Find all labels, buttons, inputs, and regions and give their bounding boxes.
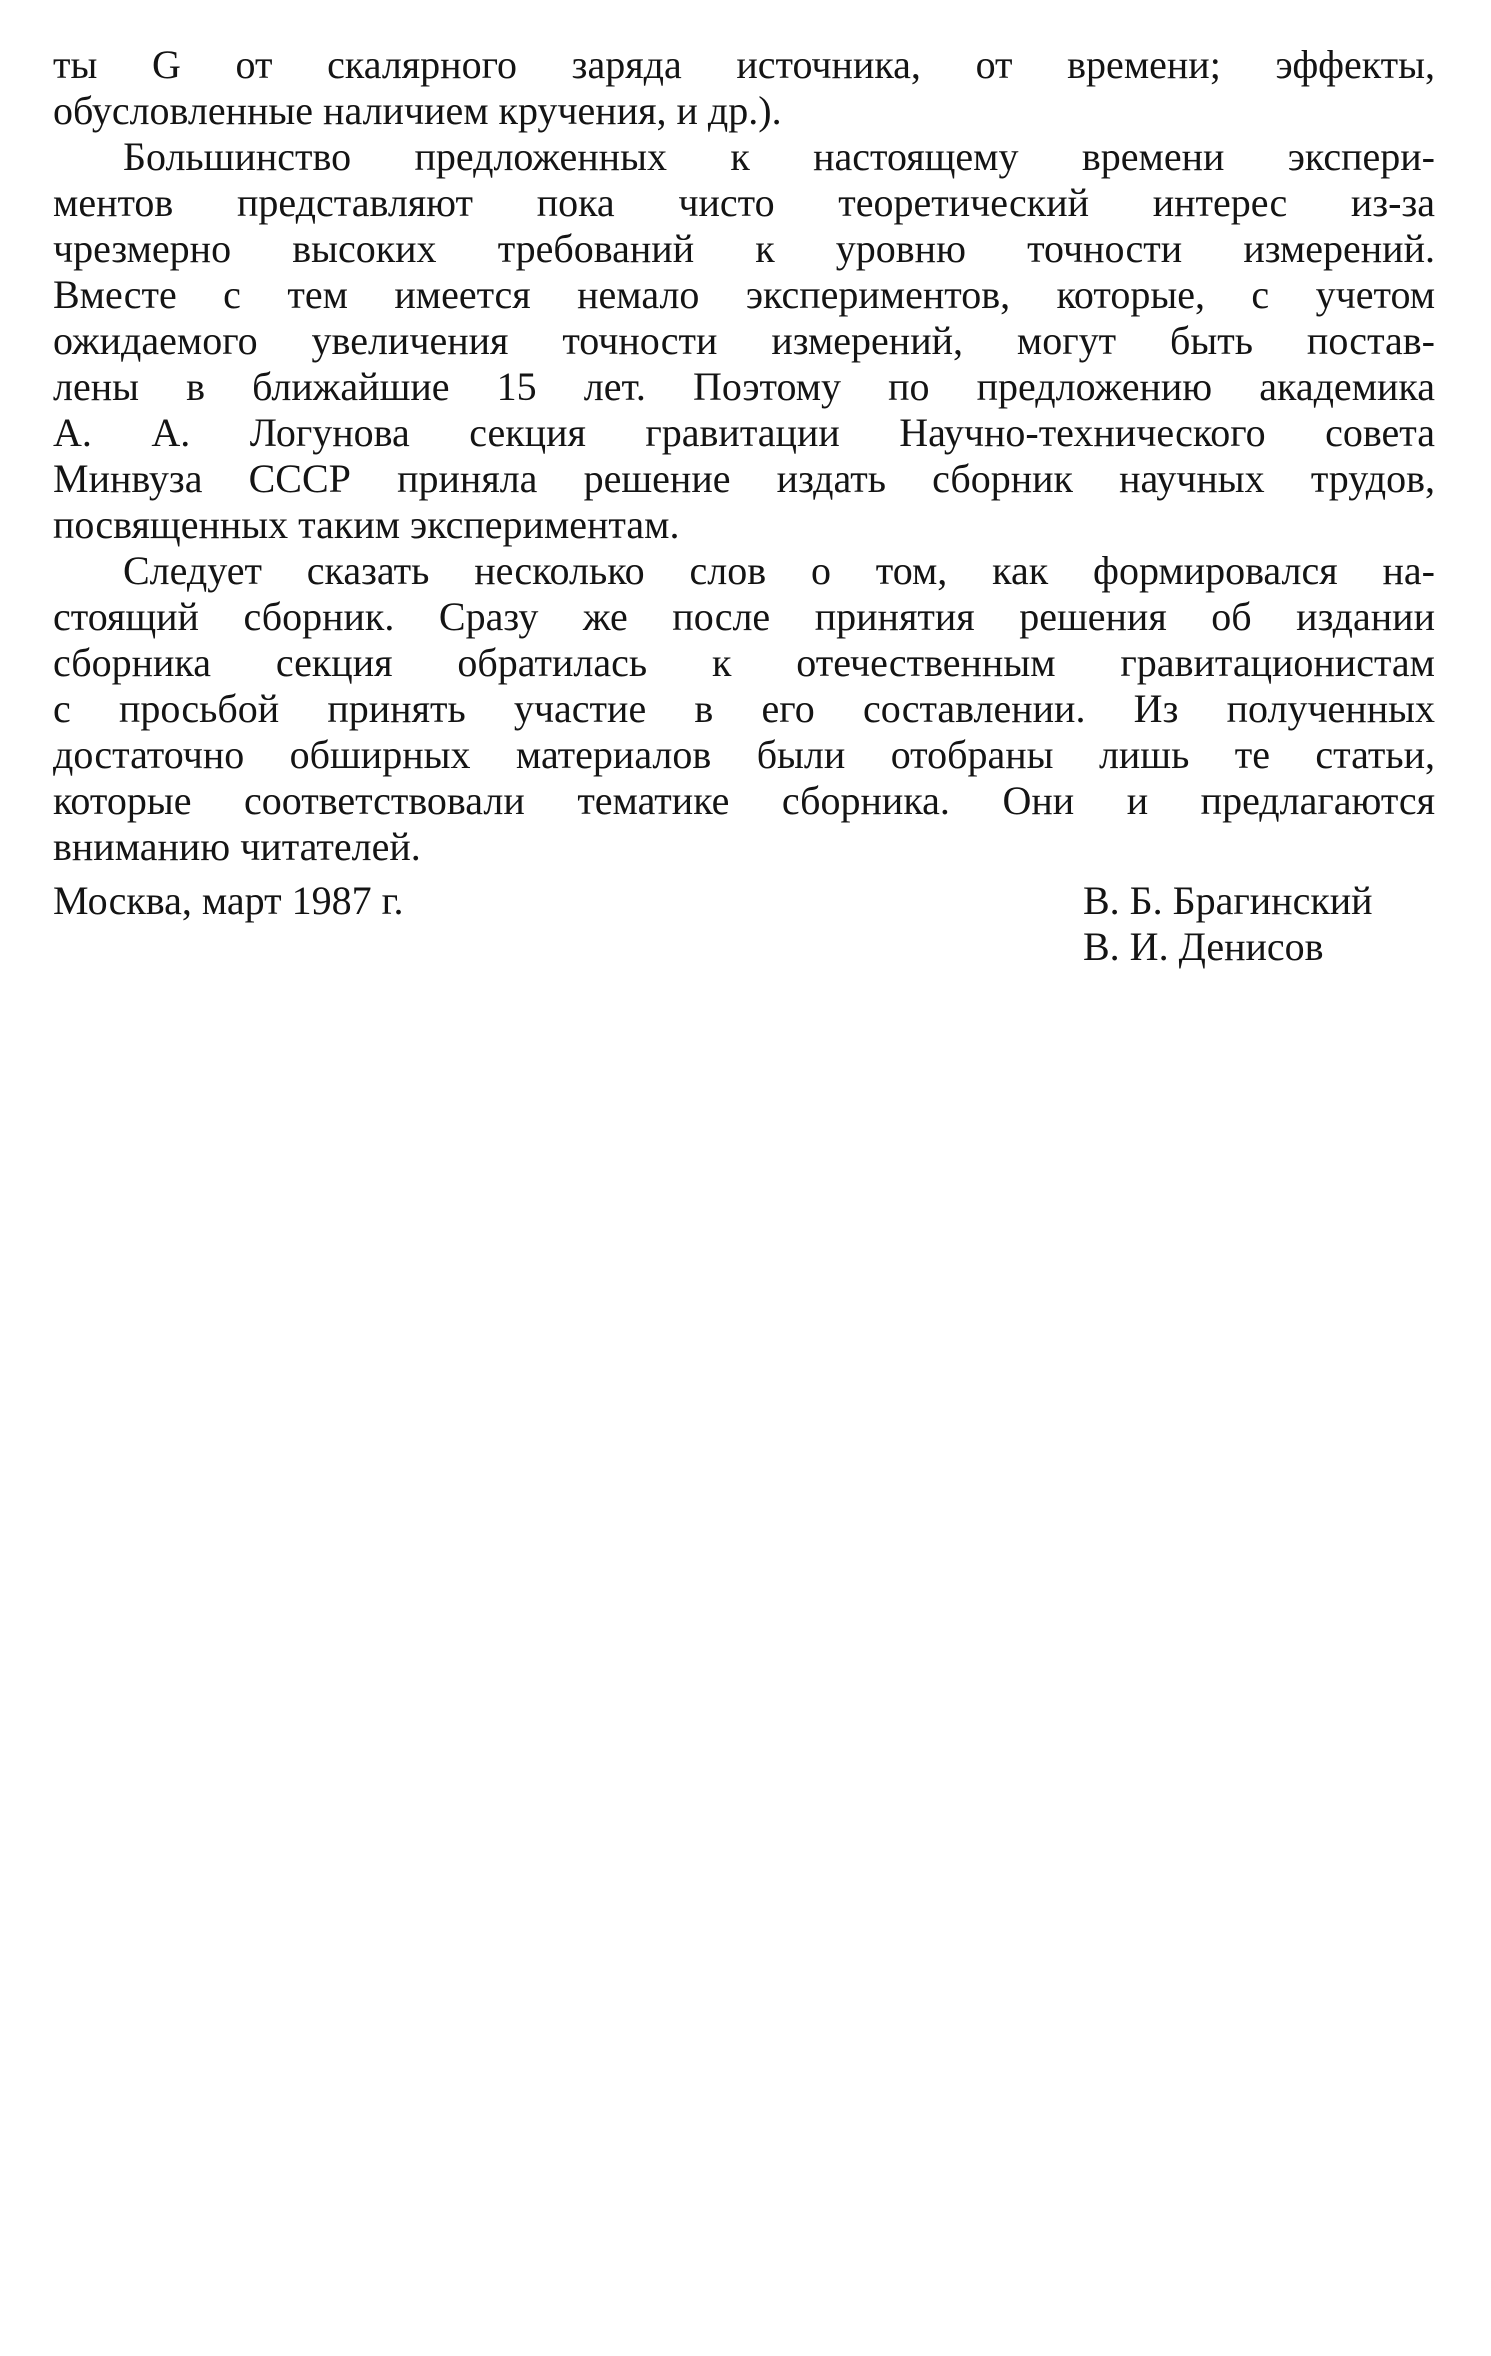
text-line: посвященных таким экспериментам. <box>53 502 680 547</box>
body-text <box>53 42 1435 870</box>
paragraph-continuation <box>53 42 1435 134</box>
text-line: сборника секция обратилась к отечественным гравитационистам <box>53 640 1435 685</box>
text-line: Минвуза СССР приняла решение издать сборник научных трудов, <box>53 456 1435 501</box>
text-line: ожидаемого увеличения точности измерений, могут быть постав- <box>53 318 1435 363</box>
text-line: чрезмерно высоких требований к уровню точности измерений. <box>53 226 1435 271</box>
text-line: Большинство предложенных к настоящему времени экспери- <box>123 134 1435 179</box>
author-name: В. И. Денисов <box>1083 924 1324 969</box>
text-line: обусловленные наличием кручения, и др.). <box>53 88 782 133</box>
text-line: вниманию читателей. <box>53 824 421 869</box>
place-date: Москва, март 1987 г. <box>53 878 404 923</box>
text-line: ментов представляют пока чисто теоретический интерес из-за <box>53 180 1435 225</box>
paragraph-experiments <box>53 134 1435 548</box>
text-line: с просьбой принять участие в его составлении. Из полученных <box>53 686 1435 731</box>
authors <box>1083 878 1373 970</box>
text-line: ты G от скалярного заряда источника, от времени; эффекты, <box>53 42 1435 87</box>
text-line: Следует сказать несколько слов о том, как формировался на- <box>123 548 1435 593</box>
paragraph-collection <box>53 548 1435 870</box>
text-line: стоящий сборник. Сразу же после принятия решения об издании <box>53 594 1435 639</box>
text-line: лены в ближайшие 15 лет. Поэтому по предложению академика <box>53 364 1435 409</box>
text-line: Вместе с тем имеется немало экспериментов, которые, с учетом <box>53 272 1435 317</box>
text-line: которые соответствовали тематике сборника. Они и предлагаются <box>53 778 1435 823</box>
author-name: В. Б. Брагинский <box>1083 878 1373 923</box>
text-line: А. А. Логунова секция гравитации Научно-технического совета <box>53 410 1435 455</box>
text-line: достаточно обширных материалов были отобраны лишь те статьи, <box>53 732 1435 777</box>
